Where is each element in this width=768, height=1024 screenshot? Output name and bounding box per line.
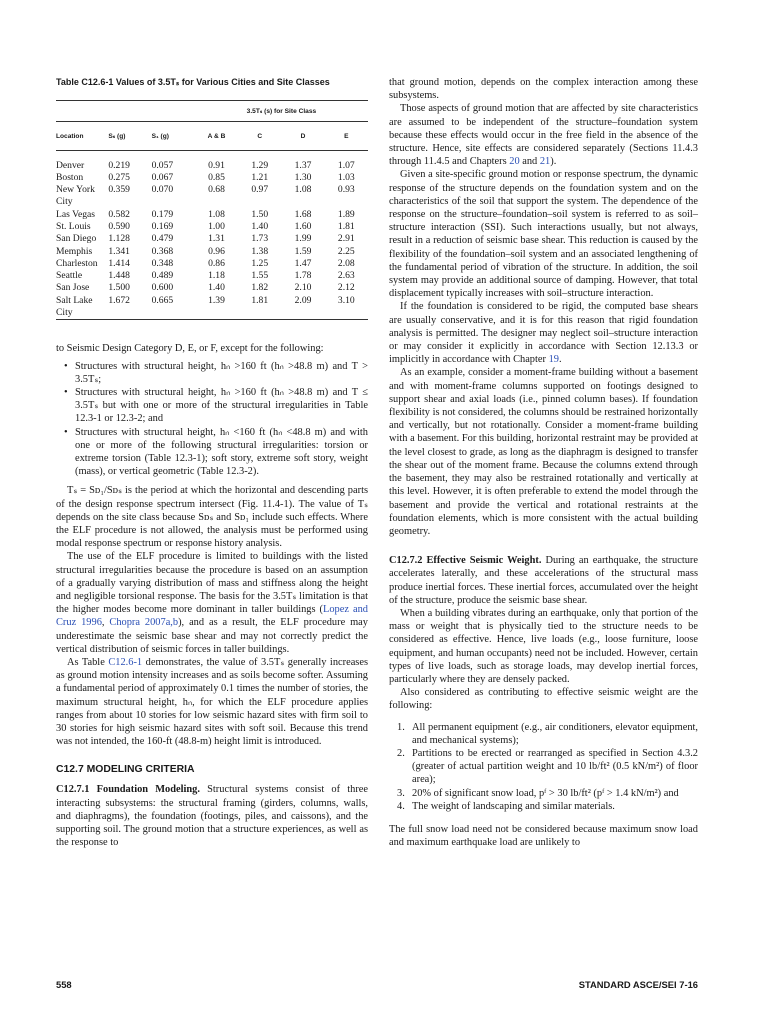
continuation-paragraph: that ground motion, depends on the complex interaction among these subsystems. bbox=[389, 77, 698, 102]
table-row bbox=[56, 221, 368, 233]
table-value-cell: 1.37 bbox=[294, 159, 312, 171]
table-value-cell: 0.93 bbox=[337, 184, 355, 196]
table-value-cell: 1.38 bbox=[251, 245, 269, 257]
left-column bbox=[56, 76, 368, 849]
weight-items-list bbox=[389, 721, 698, 813]
table-value-cell: 1.448 bbox=[108, 270, 130, 282]
table-row bbox=[56, 307, 368, 320]
table-caption: Table C12.6-1 Values of 3.5Tₛ for Various Cities and Site Classes bbox=[56, 77, 330, 87]
ts-paragraph: Tₛ = Sᴅ₁/Sᴅₛ is the period at which the horizontal and descending parts of the design response spectrum intersect (Fig. 11.4-1). The value of Tₛ depends on the site class because Sᴅₛ and Sᴅ₁ include such effects. Where the ELF procedure is not allowed, the analysis must be performed using modal response spectrum or response history analysis. bbox=[56, 485, 368, 550]
table-group-header-row bbox=[56, 101, 368, 122]
item-number: 4. bbox=[397, 800, 405, 812]
table-location-cell: Boston bbox=[56, 171, 84, 183]
table-value-cell: 0.359 bbox=[108, 184, 130, 196]
table-value-cell: 1.30 bbox=[294, 171, 312, 183]
table-value-cell: 1.39 bbox=[208, 294, 225, 306]
table-row bbox=[56, 295, 368, 307]
table-value-cell: 1.50 bbox=[251, 208, 269, 220]
table-location-cell: City bbox=[56, 196, 73, 208]
snow-load-paragraph: The full snow load need not be considered because maximum snow load and maximum earthquake load are unlikely to bbox=[389, 823, 698, 849]
table-value-cell: 1.672 bbox=[108, 294, 130, 306]
table-location-cell: San Diego bbox=[56, 233, 97, 245]
table-value-cell bbox=[281, 307, 324, 320]
table-header-cell: A & B bbox=[195, 122, 238, 151]
table-value-cell bbox=[325, 307, 368, 320]
vibration-paragraph: When a building vibrates during an earthquake, only that portion of the mass or weight that is physically tied to the structure needs to be considered as effective. Hence, live loads (e.g., loose furniture, loose equipment, and human occupants) need not be included. However, certain types of live loads, such as storage loads, may develop inertial forces, particularly where they are densely packed. bbox=[389, 607, 698, 685]
table-value-cell: 0.368 bbox=[151, 245, 174, 257]
table-value-cell: 1.82 bbox=[251, 282, 269, 294]
table-location-cell: Las Vegas bbox=[56, 208, 95, 220]
table-value-cell bbox=[108, 196, 151, 208]
table-value-cell: 1.08 bbox=[294, 184, 312, 196]
table-value-cell: 1.21 bbox=[251, 171, 269, 183]
table-value-cell: 0.600 bbox=[151, 282, 174, 294]
bullet-item: • Structures with structural height, hₙ >160 ft (hₙ >48.8 m) and T ≤ 3.5Tₛ but with one or more of the structural irregularities in Table 12.3-1 or 12.3-2; and bbox=[56, 386, 368, 426]
table-value-cell: 1.59 bbox=[294, 245, 312, 257]
chapter-19-link[interactable]: 19 bbox=[548, 354, 559, 366]
table-value-cell: 0.489 bbox=[151, 270, 174, 282]
bullet-item: • Structures with structural height, hₙ >160 ft (hₙ >48.8 m) and T > 3.5Tₛ; bbox=[56, 360, 368, 386]
table-location-cell: Salt Lake bbox=[56, 294, 93, 306]
table-header-cell: Location bbox=[56, 122, 108, 151]
table-header-cell: S₁ (g) bbox=[152, 122, 195, 151]
page-number: 558 bbox=[56, 979, 72, 990]
standard-name: STANDARD ASCE/SEI 7-16 bbox=[578, 979, 698, 990]
table-value-cell: 1.08 bbox=[208, 208, 225, 220]
item-number: 2. bbox=[397, 747, 405, 759]
table-value-cell: 1.89 bbox=[337, 208, 355, 220]
table-group-header: 3.5Tₛ (s) for Site Class bbox=[195, 101, 368, 122]
example-paragraph: As an example, consider a moment-frame building without a basement and with moment-frame columns supported on footings designed to support shear and axial loads (i.e., pinned column bases). If foundation flexibility is not considered, the columns should be restrained horizontally and vertically, but not rotationally. Consider a moment-frame building with a basement. For this building, horizontal restraint may be provided at the level closest to grade, as long as the diaphragm is designed to transfer the shear out of the moment frame. Because the columns extend through the basement, they may also be restrained rotationally and vertically at this level. However, it is often preferable to extend the model through the basement and provide the vertical and rotational restraints at the foundation elements, which is more consistent with the actual building geometry. bbox=[389, 367, 698, 537]
table-value-cell bbox=[195, 307, 238, 320]
table-value-cell: 1.68 bbox=[294, 208, 312, 220]
table-value-cell: 0.590 bbox=[108, 220, 130, 232]
table-value-cell: 1.73 bbox=[251, 233, 269, 245]
table-value-cell: 1.81 bbox=[337, 220, 355, 232]
right-column bbox=[389, 76, 698, 849]
table-value-cell: 2.08 bbox=[337, 257, 355, 269]
table-value-cell: 0.219 bbox=[108, 159, 130, 171]
table-value-cell: 0.582 bbox=[108, 208, 130, 220]
table-row bbox=[56, 184, 368, 196]
table-value-cell: 1.60 bbox=[294, 220, 312, 232]
table-location-cell: St. Louis bbox=[56, 220, 91, 232]
item-text: All permanent equipment (e.g., air conditioners, elevator equipment, and mechanical systems); bbox=[412, 721, 698, 746]
table-value-cell bbox=[108, 307, 151, 320]
left-intro-paragraph: to Seismic Design Category D, E, or F, except for the following: bbox=[56, 343, 324, 355]
item-number: 1. bbox=[397, 721, 405, 733]
table-value-cell: 0.348 bbox=[151, 257, 174, 269]
table-value-cell bbox=[281, 196, 324, 208]
table-value-cell: 1.07 bbox=[337, 159, 355, 171]
table-value-cell: 1.40 bbox=[251, 220, 269, 232]
item-number: 3. bbox=[397, 787, 405, 799]
table-value-cell: 1.40 bbox=[208, 282, 225, 294]
chapter-20-link[interactable]: 20 bbox=[509, 156, 520, 168]
table-header-cell: C bbox=[238, 122, 281, 151]
table-value-cell: 0.85 bbox=[208, 171, 225, 183]
table-value-cell: 1.78 bbox=[294, 270, 312, 282]
table-value-cell: 0.665 bbox=[151, 294, 174, 306]
table-row bbox=[56, 209, 368, 221]
table-value-cell bbox=[238, 196, 281, 208]
table-location-cell: Charleston bbox=[56, 257, 98, 269]
table-value-cell: 0.86 bbox=[208, 257, 225, 269]
table-value-cell bbox=[152, 307, 195, 320]
table-location-cell: New York bbox=[56, 184, 95, 196]
table-value-cell: 1.03 bbox=[337, 171, 355, 183]
table-reference-paragraph: As Table C12.6-1 demonstrates, the value of 3.5Tₛ generally increases as ground motion intensity increases and as soils become softer. Assuming a fundamental period of approximately 0.1 times the number of stories, the maximum structural height, hₙ, for which the ELF procedure applies ranges from about 10 stories for low seismic hazard sites with firm soil to 30 stories for high seismic hazard sites with soft soil. Because this trend was not intended, the 160-ft (48.8-m) height limit is introduced. bbox=[56, 657, 369, 748]
table-location-cell: San Jose bbox=[56, 282, 90, 294]
table-value-cell: 1.00 bbox=[208, 220, 225, 232]
table-value-cell: 1.25 bbox=[251, 257, 269, 269]
effective-weight-paragraph: C12.7.2 Effective Seismic Weight. During an earthquake, the structure accelerates laterally, and these accelerations of the structural mass produce inertial forces. These inertial forces, accumulated over the height of the structure, produce the seismic base shear. bbox=[389, 555, 699, 606]
also-considered-paragraph: Also considered as contributing to effective seismic weight are the following: bbox=[389, 687, 698, 712]
table-value-cell: 0.479 bbox=[151, 233, 174, 245]
numbered-item bbox=[389, 747, 698, 787]
table-location-cell: Denver bbox=[56, 159, 85, 171]
table-value-cell bbox=[325, 196, 368, 208]
table-row bbox=[56, 270, 368, 282]
ref-lopez-cruz-link[interactable]: Lopez and Cruz 1996 bbox=[56, 604, 368, 629]
item-text: The weight of landscaping and similar materials. bbox=[412, 800, 615, 812]
table-value-cell: 0.68 bbox=[208, 184, 225, 196]
values-table bbox=[56, 100, 368, 320]
table-value-cell: 1.81 bbox=[251, 294, 269, 306]
numbered-item bbox=[389, 721, 698, 747]
section-heading-modeling-criteria: C12.7 MODELING CRITERIA bbox=[56, 764, 195, 776]
table-value-cell: 1.128 bbox=[108, 233, 130, 245]
rigid-foundation-paragraph: If the foundation is considered to be rigid, the computed base shears are usually conservative, and it is for this reason that rigid foundation analysis is permitted. The designer may neglect soil–structure interaction or may consider it explicitly in accordance with Section 12.13.3 or implicitly in accordance with Chapter 19. bbox=[389, 301, 698, 366]
table-value-cell: 1.31 bbox=[208, 233, 225, 245]
chapter-21-link[interactable]: 21 bbox=[539, 156, 551, 168]
item-text: Partitions to be erected or rearranged as specified in Section 4.3.2 (greater of actual partition weight and 10 lb/ft² (0.5 kN/m²) of floor area); bbox=[412, 747, 698, 786]
table-row bbox=[56, 196, 368, 208]
table-row bbox=[56, 160, 368, 172]
table-value-cell: 0.179 bbox=[151, 208, 174, 220]
table-value-cell: 1.18 bbox=[208, 270, 225, 282]
table-location-cell: Memphis bbox=[56, 245, 93, 257]
table-value-cell: 0.070 bbox=[151, 184, 174, 196]
table-body bbox=[56, 160, 368, 320]
table-row bbox=[56, 282, 368, 294]
table-value-cell: 2.91 bbox=[337, 233, 355, 245]
table-location-cell: City bbox=[56, 307, 108, 320]
table-value-cell: 2.12 bbox=[337, 282, 355, 294]
table-value-cell: 0.169 bbox=[151, 220, 174, 232]
table-value-cell: 0.275 bbox=[108, 171, 130, 183]
table-value-cell: 1.414 bbox=[108, 257, 130, 269]
table-location-cell: Seattle bbox=[56, 270, 83, 282]
table-value-cell bbox=[152, 196, 195, 208]
table-value-cell: 0.96 bbox=[208, 245, 225, 257]
table-header-cell: D bbox=[281, 122, 324, 151]
table-value-cell: 1.29 bbox=[251, 159, 269, 171]
ref-chopra-link[interactable]: Chopra 2007a,b bbox=[109, 617, 179, 629]
bullet-item: • Structures with structural height, hₙ <160 ft (hₙ <48.8 m) and with one or more of the following structural irregularities: torsion or extreme torsion (Table 12.3-1); soft story, extreme soft story, weight (mass), or vertical geometric (Table 12.3-2). bbox=[56, 426, 368, 479]
table-value-cell: 1.47 bbox=[294, 257, 312, 269]
table-value-cell: 2.63 bbox=[337, 270, 355, 282]
table-value-cell: 2.25 bbox=[337, 245, 355, 257]
table-value-cell: 0.067 bbox=[151, 171, 174, 183]
table-header-row bbox=[56, 122, 368, 151]
table-value-cell: 0.91 bbox=[208, 159, 225, 171]
site-effects-paragraph: Those aspects of ground motion that are affected by site characteristics are assumed to be independent of the structure–foundation system because these effects would occur in the free field in the absence of the structure. Hence, site effects are considered separately (Sections 11.4.3 through 11.4.5 and Chapters 20 and 21). bbox=[389, 103, 698, 168]
ssi-paragraph: Given a site-specific ground motion or response spectrum, the dynamic response of the structure depends on the foundation system and on the characteristics of the soil that support the system. The dependence of the response on the structure–foundation–soil system is referred to as soil–structure interaction (SSI). Such interactions usually, but not always, result in a reduction of seismic base shear. This reduction is caused by the flexibility of the foundation–soil system and an associated lengthening of the fundamental period of vibration of the structure. In addition, the soil system may provide an additional source of damping. However, that total displacement typically increases with soil–structure interaction. bbox=[389, 169, 698, 300]
table-value-cell: 1.341 bbox=[108, 245, 130, 257]
table-header-cell: E bbox=[325, 122, 368, 151]
table-value-cell: 3.10 bbox=[337, 294, 355, 306]
numbered-item bbox=[389, 787, 698, 800]
numbered-item bbox=[389, 800, 698, 813]
table-row bbox=[56, 172, 368, 184]
table-row bbox=[56, 233, 368, 245]
table-value-cell bbox=[238, 307, 281, 320]
table-c12-6-1-link[interactable]: C12.6-1 bbox=[108, 657, 143, 669]
elf-paragraph: The use of the ELF procedure is limited to buildings with the listed structural irregularities because the procedure is based on an assumption of a gradually varying distribution of mass and stiffness along the height and negligible torsional response. The basis for the 3.5Tₛ limitation is that the higher modes become more dominant in taller buildings (Lopez and Cruz 1996, Chopra 2007a,b), and as a result, the ELF procedure may underestimate the seismic base shear and may not correctly predict the vertical distribution of seismic forces in taller buildings. bbox=[56, 551, 368, 655]
table-header-cell: Sₛ (g) bbox=[108, 122, 151, 151]
table-value-cell: 0.97 bbox=[251, 184, 269, 196]
table-value-cell bbox=[195, 196, 238, 208]
irregularity-bullet-list bbox=[56, 360, 368, 479]
run-in-heading-weight: C12.7.2 Effective Seismic Weight. bbox=[389, 555, 542, 567]
item-text: 20% of significant snow load, pᶠ > 30 lb/ft² (pᶠ > 1.4 kN/m²) and bbox=[412, 787, 679, 799]
table-value-cell: 2.09 bbox=[294, 294, 312, 306]
foundation-modeling-paragraph: C12.7.1 Foundation Modeling. Structural systems consist of three interacting subsystems: the structural framing (girders, columns, walls, and diaphragms), the foundation (footings, piles, and caissons), and the supporting soil. The ground motion that a structure experiences, as well as the response to bbox=[56, 784, 369, 849]
run-in-heading: C12.7.1 Foundation Modeling. bbox=[56, 784, 200, 796]
table-value-cell: 2.10 bbox=[294, 282, 312, 294]
table-value-cell: 1.500 bbox=[108, 282, 130, 294]
table-row bbox=[56, 258, 368, 270]
table-value-cell: 1.99 bbox=[294, 233, 312, 245]
table-value-cell: 0.057 bbox=[151, 159, 174, 171]
table-row bbox=[56, 246, 368, 258]
table-value-cell: 1.55 bbox=[251, 270, 269, 282]
